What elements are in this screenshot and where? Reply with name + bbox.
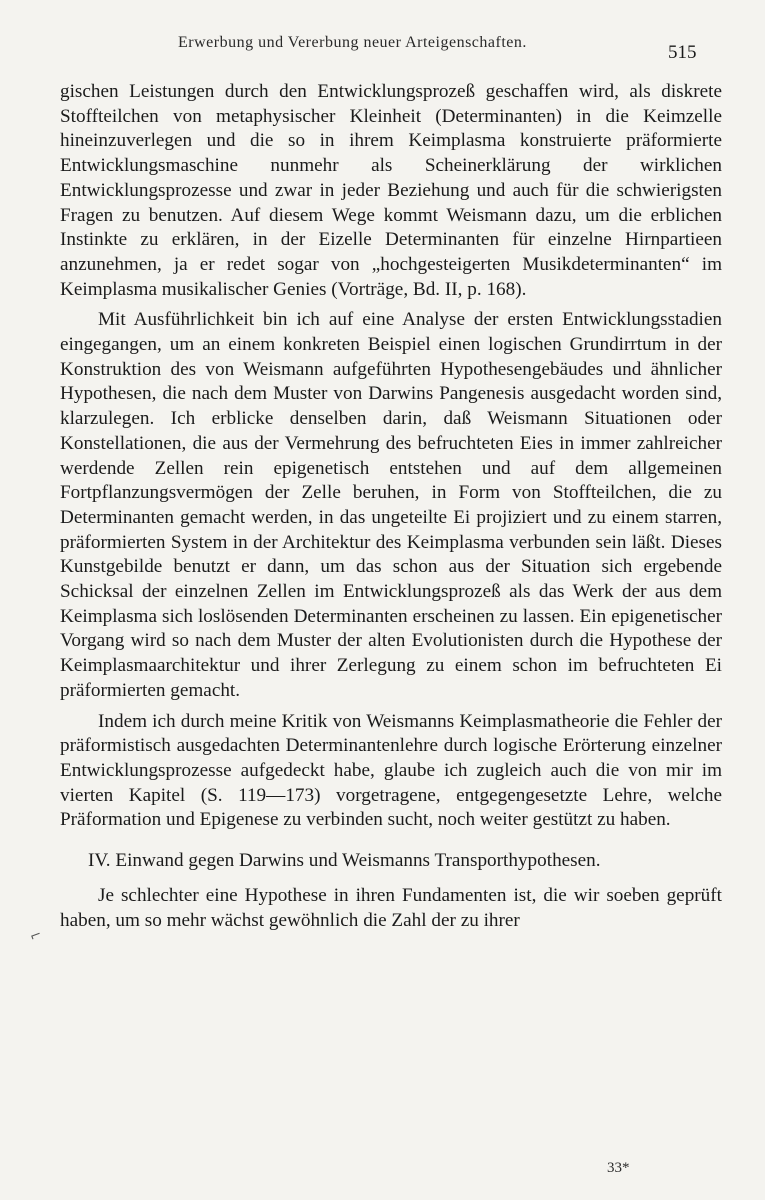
sheet-signature: 33* (607, 1160, 630, 1176)
page-number: 515 (668, 42, 697, 63)
running-head: Erwerbung und Vererbung neuer Arteigenschaften. (178, 34, 527, 51)
paragraph-analysis: Mit Ausführlichkeit bin ich auf eine Analyse der ersten Entwicklungsstadien eingegangen, um an einem konkreten Beispiel einen logischen Grundirrtum in der Konstruktion des von Weismann aufgeführten Hypothesengebäudes und ähnlicher Hypothesen, die nach dem Muster von Darwins Pangenesis ausgedacht worden sind, klarzulegen. Ich erblicke denselben darin, daß Weismann Situationen oder Konstellationen, die aus der Vermehrung des befruchteten Eies in immer zahlreicher werdende Zellen rein epigenetisch entstehen und auf dem allgemeinen Fortpflanzungsvermögen der Zelle beruhen, in Form von Stoffteilchen, die zu Determinanten gemacht werden, in das ungeteilte Ei projiziert und zu einem starren, präformierten System in der Architektur des Keimplasma verbunden sein läßt. Dieses Kunstgebilde benutzt er dann, um das schon aus der Situation sich ergebende Schicksal der einzelnen Zellen im Entwicklungsprozeß als das Werk der aus dem Keimplasma sich loslösenden Determinanten erscheinen zu lassen. Ein epigenetischer Vorgang wird so nach dem Muster der alten Evolutionisten durch die Hypothese der Keimplasmaarchitektur und ihrer Zerlegung zu einem schon im befruchteten Ei präformierten gemacht. (60, 309, 722, 701)
paragraph-critique: Indem ich durch meine Kritik von Weismanns Keimplasmatheorie die Fehler der präformistisch ausgedachten Determinantenlehre durch logische Erörterung einzelner Entwicklungsprozesse aufgedeckt habe, glaube ich zugleich auch die von mir im vierten Kapitel (S. 119—173) vorgetragene, entgegengesetzte Lehre, welche Präformation und Epigenese zu verbinden sucht, noch weiter gestützt zu haben. (60, 710, 722, 831)
section-heading: IV. Einwand gegen Darwins und Weismanns Transporthypothesen. (88, 850, 601, 872)
margin-pencil-mark: ⌐ (27, 926, 45, 946)
body-text (60, 80, 722, 933)
page-header (0, 34, 765, 64)
paragraph-continuation: gischen Leistungen durch den Entwicklungsprozeß geschaffen wird, als diskrete Stoffteilchen von metaphysischer Kleinheit (Determinanten) in die Keimzelle hineinzuverlegen und die so in ihrem Keimplasma konstruierte präformierte Entwicklungsmaschine nunmehr als Scheinerklärung der wirklichen Entwicklungsprozesse und zwar in jeder Beziehung und auch für die schwierigsten Fragen zu benutzen. Auf diesem Wege kommt Weismann dazu, um die erblichen Instinkte zu erklären, in der Eizelle Determinanten für einzelne Hirnpartieen anzunehmen, ja er redet sogar von „hochgesteigerten Musikdeterminanten“ im Keimplasma musikalischer Genies (Vorträge, Bd. II, p. 168). (60, 81, 722, 300)
paragraph-last: Je schlechter eine Hypothese in ihren Fundamenten ist, die wir soeben geprüft haben, um so mehr wächst gewöhnlich die Zahl der zu ihrer (60, 884, 722, 931)
